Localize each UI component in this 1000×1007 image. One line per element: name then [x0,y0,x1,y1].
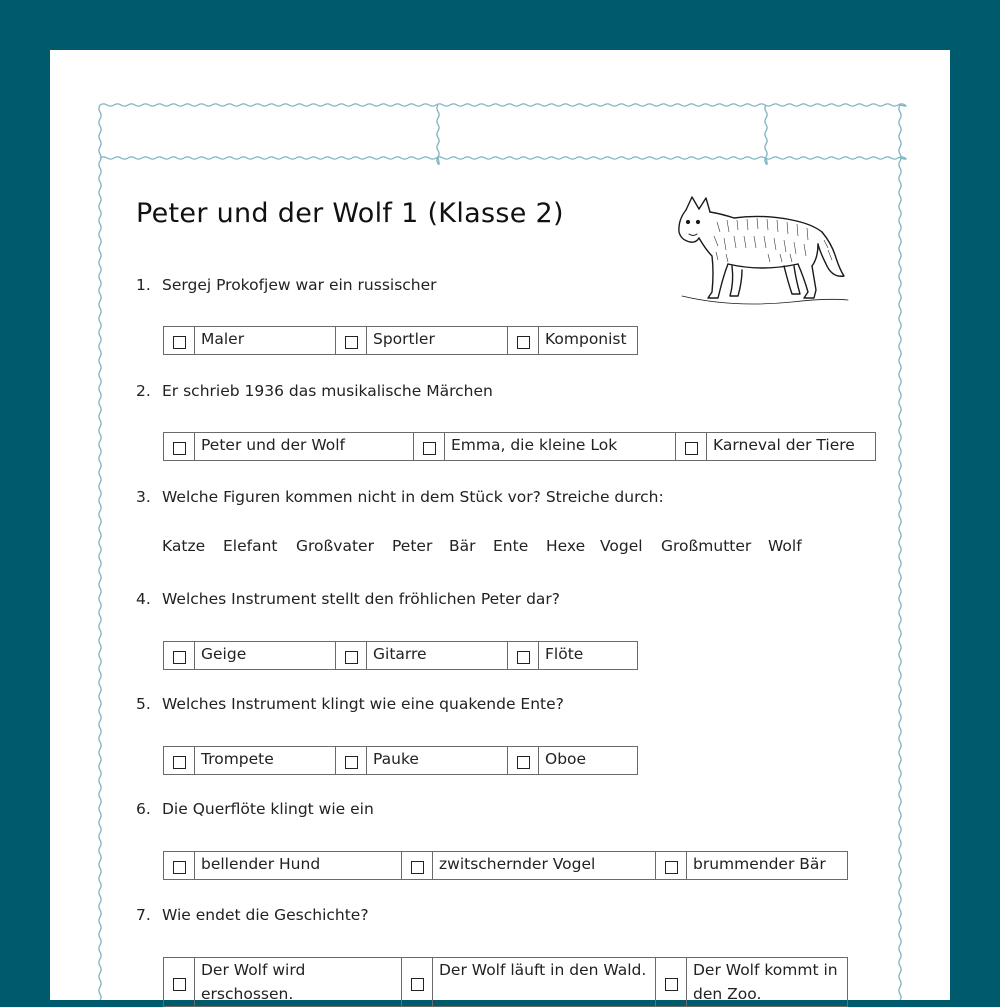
frame-right-edge [899,105,901,1000]
answer-checkbox-cell [508,327,539,355]
question-number: 6. [136,800,151,818]
figure-word[interactable]: Großmutter [661,537,752,555]
answer-option-label: Der Wolf kommt in den Zoo. [687,958,848,1007]
question-number: 2. [136,382,151,400]
answer-option-label: Emma, die kleine Lok [445,433,676,461]
checkbox[interactable] [173,442,186,455]
figure-word[interactable]: Ente [493,537,529,555]
checkbox[interactable] [517,651,530,664]
answer-option-label: Gitarre [367,642,508,670]
answer-option-label: Pauke [367,747,508,775]
figure-word[interactable]: Großvater [296,537,374,555]
answer-option-label: Karneval der Tiere [707,433,876,461]
answer-checkbox-cell [164,958,195,1007]
question-5 [136,695,564,713]
answer-option-label: Komponist [539,327,638,355]
question-text: Welche Figuren kommen nicht in dem Stück vor? Streiche durch: [162,488,664,506]
answer-checkbox-cell [656,852,687,880]
answer-checkbox-cell [656,958,687,1007]
answer-option-label: Oboe [539,747,638,775]
answer-option-label: Geige [195,642,336,670]
question-text: Welches Instrument klingt wie eine quakende Ente? [162,695,564,713]
question-text: Sergej Prokofjew war ein russischer [162,276,437,294]
page-title: Peter und der Wolf 1 (Klasse 2) [136,198,564,229]
question-4 [136,590,560,608]
checkbox[interactable] [517,756,530,769]
answer-checkbox-cell [508,642,539,670]
answer-checkbox-cell [414,433,445,461]
checkbox[interactable] [423,442,436,455]
figure-word[interactable]: Vogel [600,537,643,555]
frame-header-bottom-edge [100,157,906,159]
figure-word[interactable]: Peter [392,537,433,555]
answer-checkbox-cell [336,642,367,670]
answer-option-label: Der Wolf läuft in den Wald. [433,958,656,1007]
question-text: Er schrieb 1936 das musikalische Märchen [162,382,493,400]
checkbox[interactable] [345,651,358,664]
question-number: 3. [136,488,151,506]
question-1 [136,276,437,294]
checkbox[interactable] [173,336,186,349]
answer-checkbox-cell [164,327,195,355]
checkbox[interactable] [345,336,358,349]
question-number: 7. [136,906,151,924]
checkbox[interactable] [173,651,186,664]
checkbox[interactable] [173,861,186,874]
answer-options-2 [163,432,876,461]
question-number: 5. [136,695,151,713]
checkbox[interactable] [411,978,424,991]
answer-option-label: Flöte [539,642,638,670]
question-text: Wie endet die Geschichte? [162,906,369,924]
question-7 [136,906,369,924]
figure-word[interactable]: Wolf [768,537,802,555]
answer-checkbox-cell [402,958,433,1007]
checkbox[interactable] [411,861,424,874]
question-number: 4. [136,590,151,608]
answer-checkbox-cell [676,433,707,461]
checkbox[interactable] [665,861,678,874]
figure-word[interactable]: Bär [449,537,476,555]
frame-top-edge [100,104,906,106]
answer-option-label: Peter und der Wolf [195,433,414,461]
answer-option-label: Maler [195,327,336,355]
figure-word[interactable]: Katze [162,537,206,555]
answer-option-label: Sportler [367,327,508,355]
frame-header-divider-2 [765,105,767,164]
answer-checkbox-cell [402,852,433,880]
checkbox[interactable] [665,978,678,991]
frame-left-edge [99,105,101,1000]
checkbox[interactable] [173,978,186,991]
answer-checkbox-cell [508,747,539,775]
checkbox[interactable] [685,442,698,455]
checkbox[interactable] [345,756,358,769]
question-6 [136,800,374,818]
answer-checkbox-cell [336,327,367,355]
answer-checkbox-cell [164,433,195,461]
checkbox[interactable] [173,756,186,769]
question-3 [136,488,664,506]
question-text: Welches Instrument stellt den fröhlichen Peter dar? [162,590,561,608]
question-text: Die Querflöte klingt wie ein [162,800,374,818]
answer-options-4 [163,641,638,670]
answer-checkbox-cell [164,747,195,775]
answer-option-label: Trompete [195,747,336,775]
answer-options-1 [163,326,638,355]
answer-options-6 [163,851,848,880]
answer-option-label: brummender Bär [687,852,848,880]
question-number: 1. [136,276,151,294]
checkbox[interactable] [517,336,530,349]
wolf-illustration [672,192,852,317]
answer-checkbox-cell [336,747,367,775]
answer-option-label: Der Wolf wird erschossen. [195,958,402,1007]
answer-option-label: bellender Hund [195,852,402,880]
answer-option-label: zwitschernder Vogel [433,852,656,880]
figure-word[interactable]: Hexe [546,537,586,555]
answer-options-5 [163,746,638,775]
answer-checkbox-cell [164,642,195,670]
frame-header-divider-1 [437,105,439,164]
question-2 [136,382,493,400]
answer-checkbox-cell [164,852,195,880]
figure-word[interactable]: Elefant [223,537,278,555]
worksheet [50,50,950,1003]
